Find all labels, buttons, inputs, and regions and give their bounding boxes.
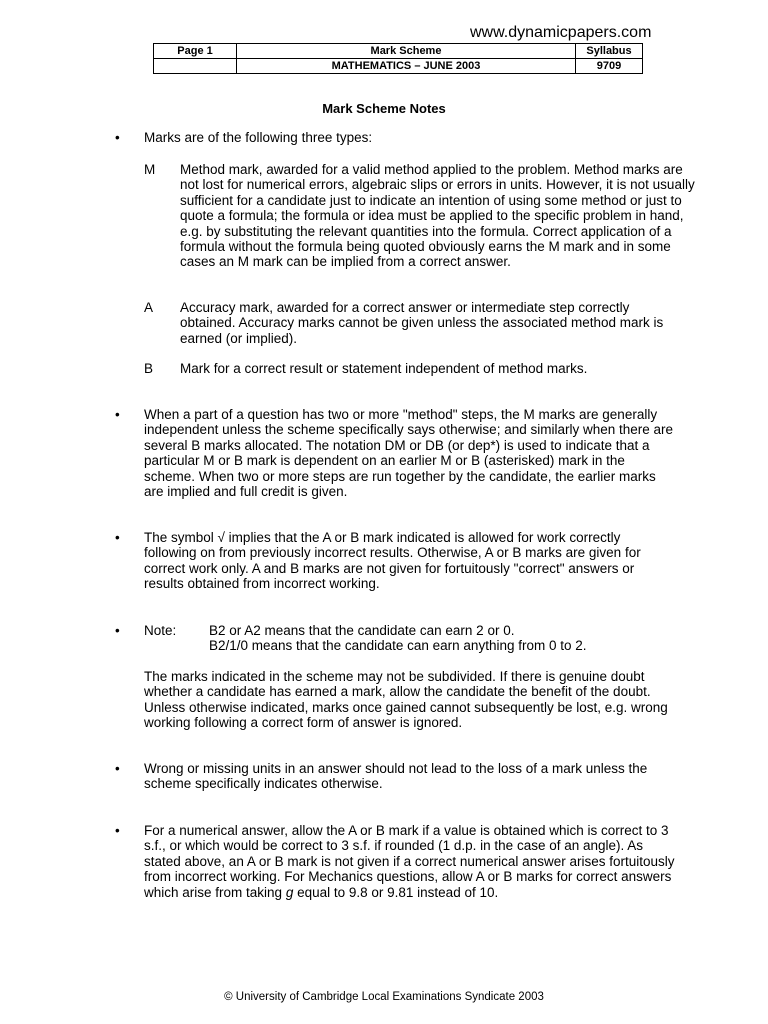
numerical-text-part-1: For a numerical answer, allow the A or B mark if a value is obtained which is correct to 3 s.f., or which would be correct to 3 s.f. if rounded (1 d.p. in the case of an angle). As stated above, an A or B mark is not given if a correct numerical answer arises fortuitously from incorrect working. For Mechanics questions, allow A or B marks for correct answers which arise from taking — [144, 823, 675, 900]
site-url: www.dynamicpapers.com — [470, 24, 652, 41]
follow-through-paragraph: The symbol √ implies that the A or B mark indicated is allowed for work correctly following on from previously incorrect results. Otherwise, A or B marks are given for correct work only. A and B marks are not given for fortuitously "correct" answers or results obtained from incorrect working. — [144, 530, 641, 592]
bullet: • — [115, 407, 120, 422]
header-syllabus-cell: Syllabus — [576, 44, 643, 59]
a-label: A — [144, 300, 154, 315]
m-description: Method mark, awarded for a valid method applied to the problem. Method marks are not lost for numerical errors, algebraic slips or errors in units. However, it is not usually sufficient for a candidate just to indicate an intention of using some method or just to quote a formula; the formula or idea must be applied to the specific problem in hand, e.g. by substituting the relevant quantities into the formula. Correct application of a formula without the formula being quoted obviously earns the M mark and in some cases an M mark can be implied from a correct answer. — [180, 162, 695, 270]
bullet: • — [115, 761, 120, 776]
subdivision-paragraph: The marks indicated in the scheme may not be subdivided. If there is genuine doubt whether a candidate has earned a mark, allow the candidate the benefit of the doubt. Unless otherwise indicated, marks once gained cannot subsequently be lost, e.g. wrong working following a correct form of answer is ignored. — [144, 669, 668, 731]
bullet: • — [115, 530, 120, 545]
page-title: Mark Scheme Notes — [322, 101, 446, 116]
header-code-cell: 9709 — [576, 59, 643, 74]
header-mark-scheme-cell: Mark Scheme — [237, 44, 576, 59]
bullet: • — [115, 823, 120, 838]
method-steps-paragraph: When a part of a question has two or more "method" steps, the M marks are generally independent unless the scheme specifically says otherwise; and similarly when there are several B marks allocated. The notation DM or DB (or dep*) is used to indicate that a particular M or B mark is dependent on an earlier M or B (asterisked) mark in the scheme. When two or more steps are run together by the candidate, the earlier marks are implied and full credit is given. — [144, 407, 674, 500]
b-label: B — [144, 361, 154, 376]
marks-types-intro: Marks are of the following three types: — [144, 130, 373, 145]
header-empty-cell — [154, 59, 237, 74]
b-description: Mark for a correct result or statement independent of method marks. — [180, 361, 588, 376]
header-table — [153, 43, 643, 74]
note-line-2: B2/1/0 means that the candidate can earn anything from 0 to 2. — [209, 638, 587, 653]
g-symbol: g — [285, 884, 294, 900]
units-paragraph: Wrong or missing units in an answer should not lead to the loss of a mark unless the scheme specifically indicates otherwise. — [144, 761, 648, 792]
bullet: • — [115, 623, 120, 638]
copyright-footer: © University of Cambridge Local Examinations Syndicate 2003 — [224, 991, 544, 1003]
header-subject-cell: MATHEMATICS – JUNE 2003 — [237, 59, 576, 74]
a-description: Accuracy mark, awarded for a correct answer or intermediate step correctly obtained. Accuracy marks cannot be given unless the associated method mark is earned (or implied). — [180, 300, 664, 346]
numerical-text-part-2: equal to 9.8 or 9.81 instead of 10. — [293, 884, 499, 900]
m-label: M — [144, 162, 156, 177]
bullet: • — [115, 130, 120, 145]
header-page-cell: Page 1 — [154, 44, 237, 59]
note-line-1: B2 or A2 means that the candidate can earn 2 or 0. — [209, 623, 515, 638]
note-label: Note: — [144, 623, 177, 638]
numerical-answer-paragraph — [144, 823, 676, 900]
